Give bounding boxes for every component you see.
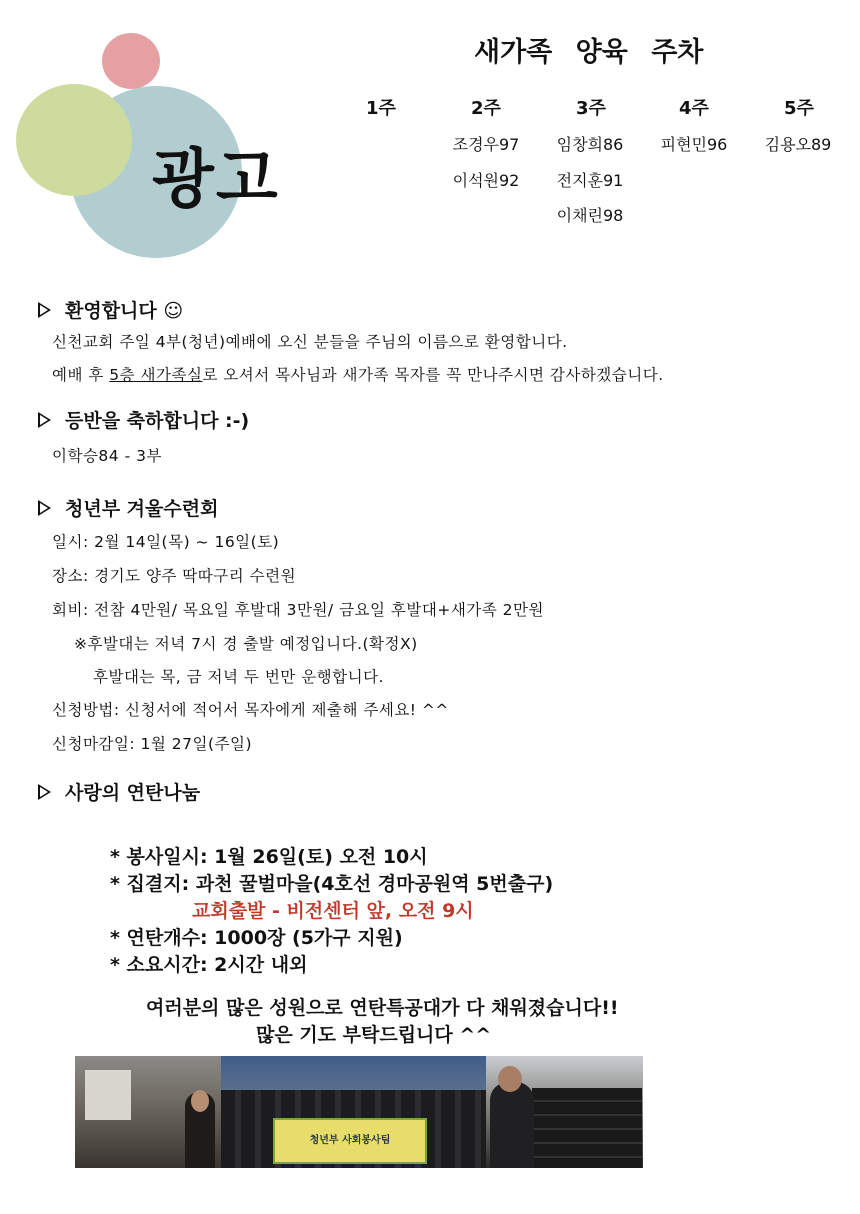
retreat-apply: 신청방법: 신청서에 적어서 목자에게 제출해 주세요! ^^ (52, 701, 449, 719)
play-triangle-icon (38, 302, 51, 318)
photo-worker (490, 1082, 534, 1168)
briquette-duration: * 소요시간: 2시간 내외 (110, 954, 308, 976)
week-3-member: 전지훈91 (556, 171, 624, 190)
week-header-1: 1주 (366, 98, 396, 119)
retreat-note-2: 후발대는 목, 금 저녁 두 번만 운행합니다. (93, 668, 384, 686)
photo-banner: 청년부 사회봉사팀 (273, 1118, 427, 1164)
briquette-meeting-point: * 집결지: 과천 꿀벌마을(4호선 경마공원역 5번출구) (110, 873, 554, 895)
briquette-closing-1: 여러분의 많은 성원으로 연탄특공대가 다 채워졌습니다!! (146, 997, 619, 1019)
briquette-heading-text: 사랑의 연탄나눔 (65, 782, 201, 804)
briquette-heading (38, 778, 200, 805)
briquette-church-departure: 교회출발 - 비전센터 앞, 오전 9시 (192, 900, 474, 922)
promotion-heading-text: 등반을 축하합니다 :-) (65, 410, 250, 432)
week-header-5: 5주 (784, 98, 814, 119)
welcome-line-1: 신천교회 주일 4부(청년)예배에 오신 분들을 주님의 이름으로 환영합니다. (52, 333, 568, 351)
photo-briquettes (532, 1088, 642, 1168)
week-3-member: 이채린98 (556, 206, 624, 225)
week-header-3: 3주 (576, 98, 606, 119)
week-4-member: 피현민96 (660, 135, 728, 154)
week-3-member: 임창희86 (556, 135, 624, 154)
green-circle (16, 84, 132, 196)
retreat-heading (38, 494, 218, 521)
welcome-line-2 (52, 363, 664, 385)
briquette-closing-2: 많은 기도 부탁드립니다 ^^ (256, 1024, 492, 1046)
photo-right (486, 1056, 643, 1168)
photo-left (75, 1056, 221, 1168)
photo-face (191, 1090, 209, 1112)
week-2-member: 조경우97 (452, 135, 520, 154)
play-triangle-icon (38, 412, 51, 428)
welcome-line-2-post: 로 오셔서 목사님과 새가족 목자를 꼭 만나주시면 감사하겠습니다. (202, 366, 664, 384)
briquette-datetime: * 봉사일시: 1월 26일(토) 오전 10시 (110, 846, 428, 868)
play-triangle-icon (38, 500, 51, 516)
photo-worker-face (498, 1066, 522, 1092)
photo-group (221, 1056, 486, 1168)
pink-circle (102, 33, 160, 89)
retreat-heading-text: 청년부 겨울수련회 (65, 498, 219, 520)
promotion-heading (38, 406, 249, 433)
week-header-2: 2주 (471, 98, 501, 119)
week-5-member: 김용오89 (764, 135, 832, 154)
page-title: 광고 (152, 143, 280, 217)
play-triangle-icon (38, 784, 51, 800)
week-2-member: 이석원92 (452, 171, 520, 190)
week-header-4: 4주 (679, 98, 709, 119)
retreat-deadline: 신청마감일: 1월 27일(주일) (52, 735, 253, 753)
briquette-count: * 연탄개수: 1000장 (5가구 지원) (110, 927, 403, 949)
welcome-line-2-pre: 예배 후 (52, 366, 110, 384)
retreat-place: 장소: 경기도 양주 딱따구리 수련원 (52, 567, 297, 585)
promotion-line: 이학승84 - 3부 (52, 447, 162, 465)
new-family-room-link: 5층 새가족실 (109, 366, 203, 384)
welcome-heading (38, 296, 183, 323)
welcome-heading-text: 환영합니다 ☺ (65, 300, 184, 322)
retreat-fee: 회비: 전참 4만원/ 목요일 후발대 3만원/ 금요일 후발대+새가족 2만원 (52, 601, 544, 619)
photo-window (85, 1070, 131, 1120)
parking-title: 새가족 양육 주차 (474, 37, 704, 68)
retreat-date: 일시: 2월 14일(목) ~ 16일(토) (52, 533, 280, 551)
retreat-note-1: ※후발대는 저녁 7시 경 출발 예정입니다.(확정X) (74, 635, 418, 653)
